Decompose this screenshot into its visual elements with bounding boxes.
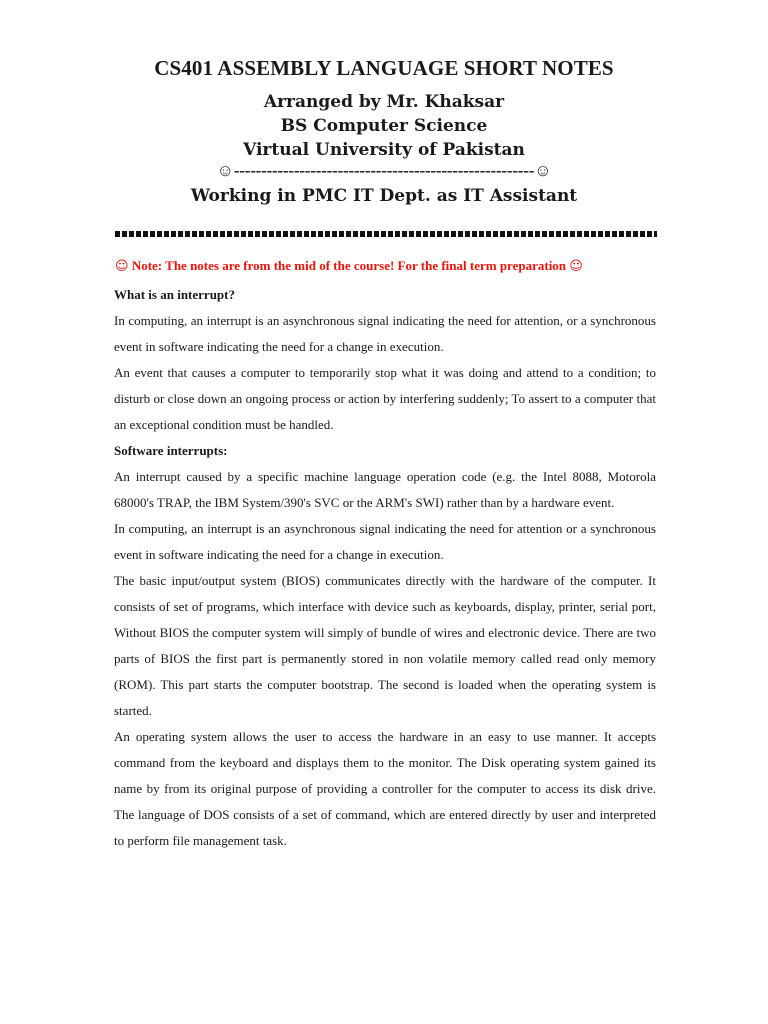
section-heading-interrupt: What is an interrupt? bbox=[114, 287, 235, 302]
paragraph: In computing, an interrupt is an asynchronous signal indicating the need for attention, or a synchronous event in software indicating the need for a change in execution. bbox=[114, 313, 656, 354]
dotted-divider bbox=[115, 231, 657, 237]
section-heading-software-interrupts: Software interrupts: bbox=[114, 443, 228, 458]
document-title: CS401 ASSEMBLY LANGUAGE SHORT NOTES bbox=[154, 56, 614, 80]
paragraph: An interrupt caused by a specific machine language operation code (e.g. the Intel 8088, Motorola 68000's TRAP, the IBM System/390's SVC or the ARM's SWI) rather than by a hardware event. bbox=[114, 469, 656, 510]
smiley-separator: ☺-------------------------------------------------------☺ bbox=[216, 161, 552, 180]
smiley-icon: ☺ bbox=[569, 259, 583, 274]
document-body bbox=[114, 282, 656, 854]
smiley-icon: ☺ bbox=[115, 259, 129, 274]
note-text: Note: The notes are from the mid of the course! For the final term preparation bbox=[128, 258, 570, 273]
degree-line: BS Computer Science bbox=[280, 116, 488, 136]
paragraph: An event that causes a computer to temporarily stop what it was doing and attend to a condition; to disturb or close down an ongoing process or action by interfering suddenly; To assert to a computer that an exceptional condition must be handled. bbox=[114, 365, 656, 432]
author-line: Arranged by Mr. Khaksar bbox=[263, 92, 505, 112]
university-line: Virtual University of Pakistan bbox=[243, 140, 525, 160]
paragraph: The basic input/output system (BIOS) communicates directly with the hardware of the computer. It consists of set of programs, which interface with device such as keyboards, display, printer, serial port, Without BIOS the computer system will simply of bundle of wires and electronic device. There are two parts of BIOS the first part is permanently stored in non volatile memory called read only memory (ROM). This part starts the computer bootstrap. The second is loaded when the operating system is started. bbox=[114, 573, 656, 718]
paragraph: In computing, an interrupt is an asynchronous signal indicating the need for attention or a synchronous event in software indicating the need for a change in execution. bbox=[114, 521, 656, 562]
course-note bbox=[115, 258, 660, 274]
paragraph: An operating system allows the user to access the hardware in an easy to use manner. It accepts command from the keyboard and displays them to the monitor. The Disk operating system gained its name by from its original purpose of providing a controller for the computer to access its disk drive. The language of DOS consists of a set of command, which are entered directly by user and interpreted to perform file management task. bbox=[114, 729, 656, 848]
working-line: Working in PMC IT Dept. as IT Assistant bbox=[190, 186, 578, 206]
